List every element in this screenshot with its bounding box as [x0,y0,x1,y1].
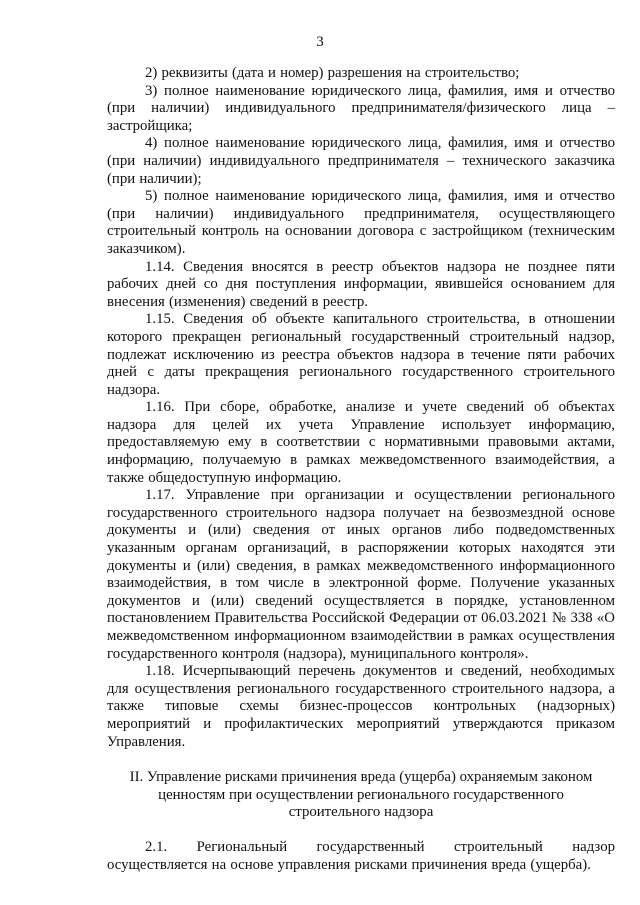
paragraph-1-17: 1.17. Управление при организации и осуществлении регионального государственного строительного надзора получает на безвозмездной основе документы и (или) сведения от иных органов либо подведомственных указанным органам организаций, в распоряжении которых находятся эти документы и (или) сведения, в рамках межведомственного информационного взаимодействия, в том числе в электронной форме. Получение указанных документов и (или) сведений осуществляется в порядке, установленном постановлением Правительства Российской Федерации от 06.03.2021 № 338 «О межведомственном информационном взаимодействии в рамках осуществления государственного контроля (надзора), муниципального контроля». [107,487,615,662]
page-number: 3 [316,34,324,50]
paragraph-1-14: 1.14. Сведения вносятся в реестр объектов надзора не позднее пяти рабочих дней со дня поступления информации, явившейся основанием для внесения (изменения) сведений в реестр. [107,258,615,310]
paragraph-item-5: 5) полное наименование юридического лица, фамилия, имя и отчество (при наличии) индивидуального предпринимателя, осуществляющего строительный контроль на основании договора с застройщиком (техническим заказчиком). [107,188,615,257]
paragraph-item-4: 4) полное наименование юридического лица, фамилия, имя и отчество (при наличии) индивидуального предпринимателя – технического заказчика (при наличии); [107,135,615,187]
paragraph-1-15: 1.15. Сведения об объекте капитального строительства, в отношении которого прекращен региональный государственный строительный надзор, подлежат исключению из реестра объектов надзора в течение пяти рабочих дней с даты прекращения регионального государственного строительного надзора. [107,311,615,398]
paragraph-2-1: 2.1. Региональный государственный строительный надзор осуществляется на основе управления рисками причинения вреда (ущерба). [107,838,615,873]
paragraph-item-3: 3) полное наименование юридического лица, фамилия, имя и отчество (при наличии) индивидуального предпринимателя/физического лица – застройщика; [107,82,615,134]
paragraph-1-18: 1.18. Исчерпывающий перечень документов и сведений, необходимых для осуществления регионального государственного строительного надзора, а также типовые схемы бизнес-процессов контрольных (надзорных) мероприятий и профилактических мероприятий утверждаются приказом Управления. [107,663,615,750]
section-heading: II. Управление рисками причинения вреда (ущерба) охраняемым законом ценностям при осуществлении регионального государственного строительного надзора [129,769,593,821]
paragraph-item-2: 2) реквизиты (дата и номер) разрешения на строительство; [145,65,520,81]
paragraph-1-16: 1.16. При сборе, обработке, анализе и учете сведений об объектах надзора для целей их учета Управление использует информацию, предоставляемую ему в соответствии с нормативными правовыми актами, информацию, получаемую в рамках межведомственного взаимодействия, а также общедоступную информацию. [107,399,615,486]
document-body [107,65,615,874]
